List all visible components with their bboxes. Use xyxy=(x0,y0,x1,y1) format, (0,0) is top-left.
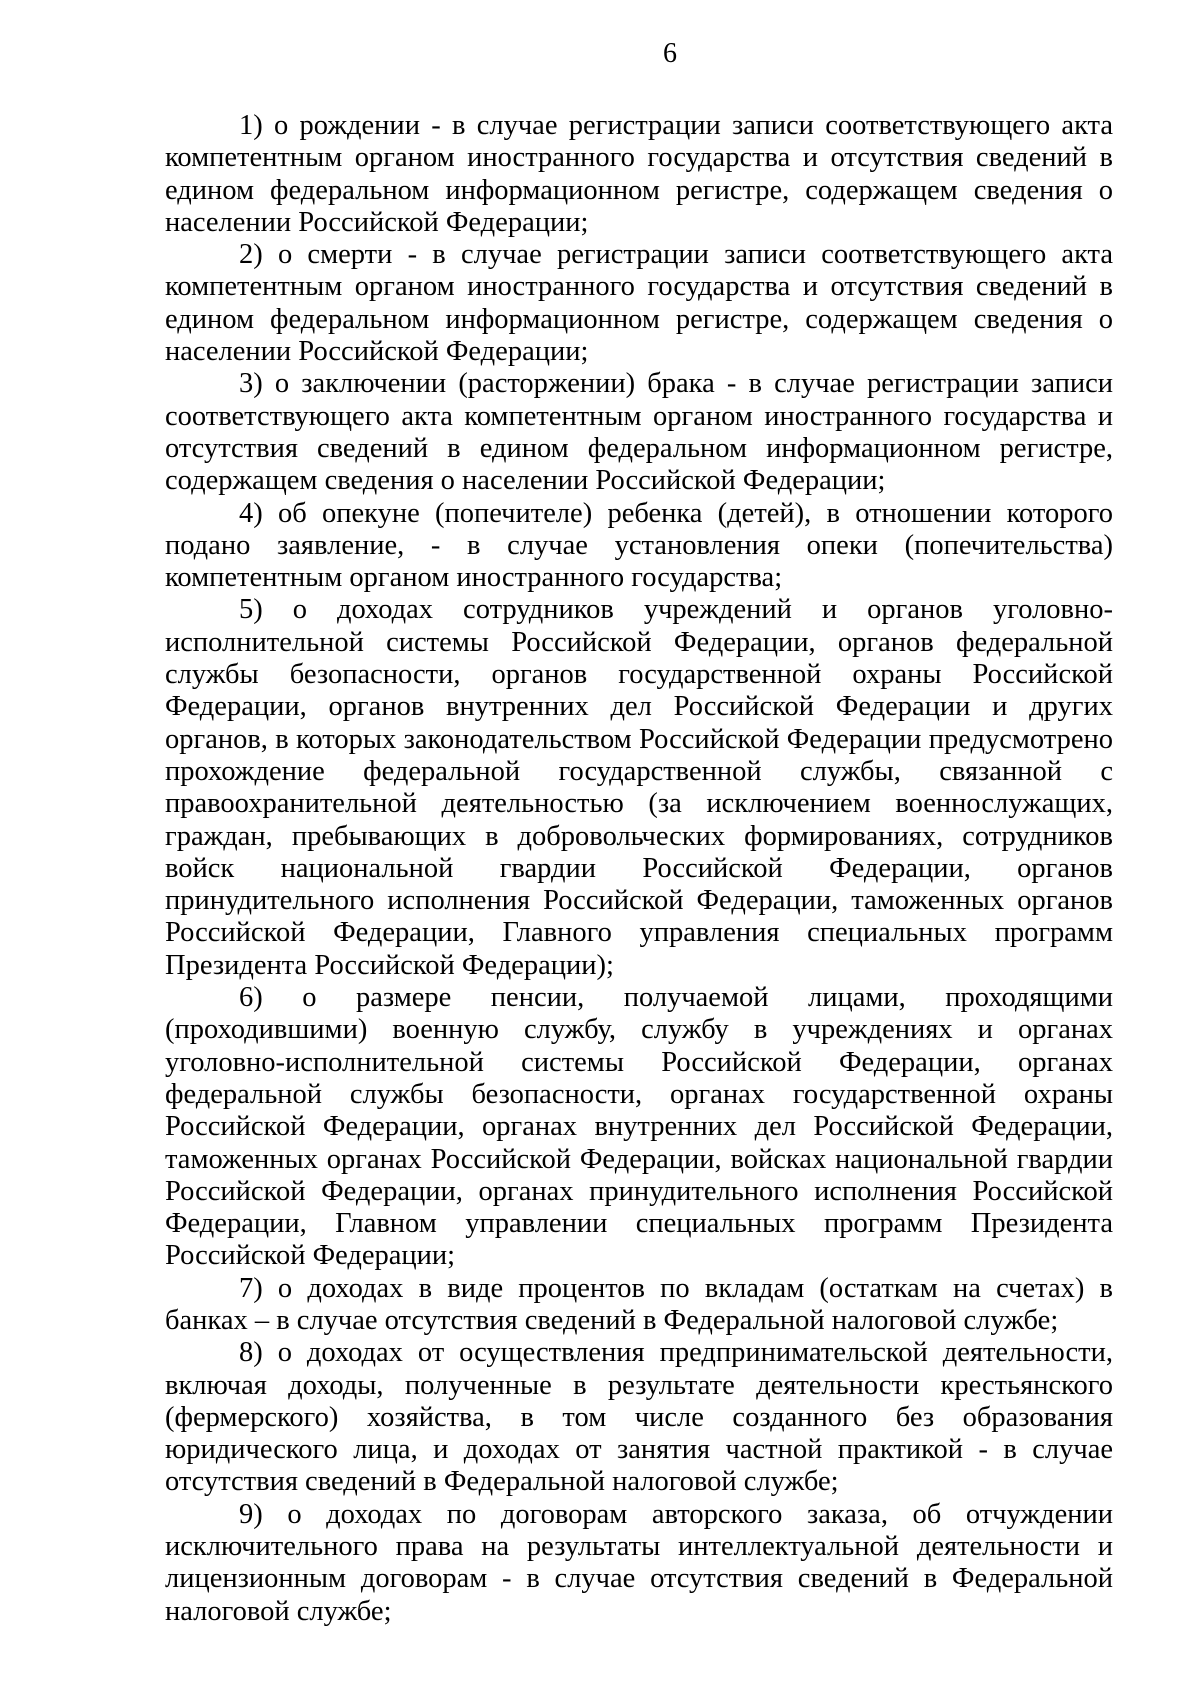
list-item-4: 4) об опекуне (попечителе) ребенка (детей), в отношении которого подано заявление, - в случае установления опеки (попечительства) компетентным органом иностранного государства; xyxy=(165,497,1113,594)
list-item-1: 1) о рождении - в случае регистрации записи соответствующего акта компетентным органом иностранного государства и отсутствия сведений в едином федеральном информационном регистре, содержащем сведения о населении Российской Федерации; xyxy=(165,110,1113,238)
list-item-9: 9) о доходах по договорам авторского заказа, об отчуждении исключительного права на результаты интеллектуальной деятельности и лицензионным договорам - в случае отсутствия сведений в Федеральной налоговой службе; xyxy=(165,1498,1113,1627)
list-item-3: 3) о заключении (расторжении) брака - в случае регистрации записи соответствующего акта компетентным органом иностранного государства и отсутствия сведений в едином федеральном информационном регистре, содержащем сведения о населении Российской Федерации; xyxy=(165,368,1113,497)
list-item-6: 6) о размере пенсии, получаемой лицами, проходящими (проходившими) военную службу, службу в учреждениях и органах уголовно-исполнительной системы Российской Федерации, органах федеральной службы безопасности, органах государственной охраны Российской Федерации, органах внутренних дел Российской Федерации, таможенных органах Российской Федерации, войсках национальной гвардии Российской Федерации, органах принудительного исполнения Российской Федерации, Главном управлении специальных программ Президента Российской Федерации; xyxy=(165,982,1113,1272)
list-item-5: 5) о доходах сотрудников учреждений и органов уголовно-исполнительной системы Российской Федерации, органов федеральной службы безопасности, органов государственной охраны Российской Федерации, органов внутренних дел Российской Федерации и других органов, в которых законодательством Российской Федерации предусмотрено прохождение федеральной государственной службы, связанной с правоохранительной деятельностью (за исключением военнослужащих, граждан, пребывающих в добровольческих формированиях, сотрудников войск национальной гвардии Российской Федерации, органов принудительного исполнения Российской Федерации, таможенных органов Российской Федерации, Главного управления специальных программ Президента Российской Федерации); xyxy=(165,594,1113,981)
page-number: 6 xyxy=(663,38,677,69)
list-item-8: 8) о доходах от осуществления предпринимательской деятельности, включая доходы, полученные в результате деятельности крестьянского (фермерского) хозяйства, в том числе созданного без образования юридического лица, и доходах от занятия частной практикой - в случае отсутствия сведений в Федеральной налоговой службе; xyxy=(165,1337,1113,1498)
document-body xyxy=(165,110,1113,1628)
list-item-7: 7) о доходах в виде процентов по вкладам (остаткам на счетах) в банках – в случае отсутствия сведений в Федеральной налоговой службе; xyxy=(165,1272,1113,1336)
list-item-2: 2) о смерти - в случае регистрации записи соответствующего акта компетентным органом иностранного государства и отсутствия сведений в едином федеральном информационном регистре, содержащем сведения о населении Российской Федерации; xyxy=(165,239,1113,368)
